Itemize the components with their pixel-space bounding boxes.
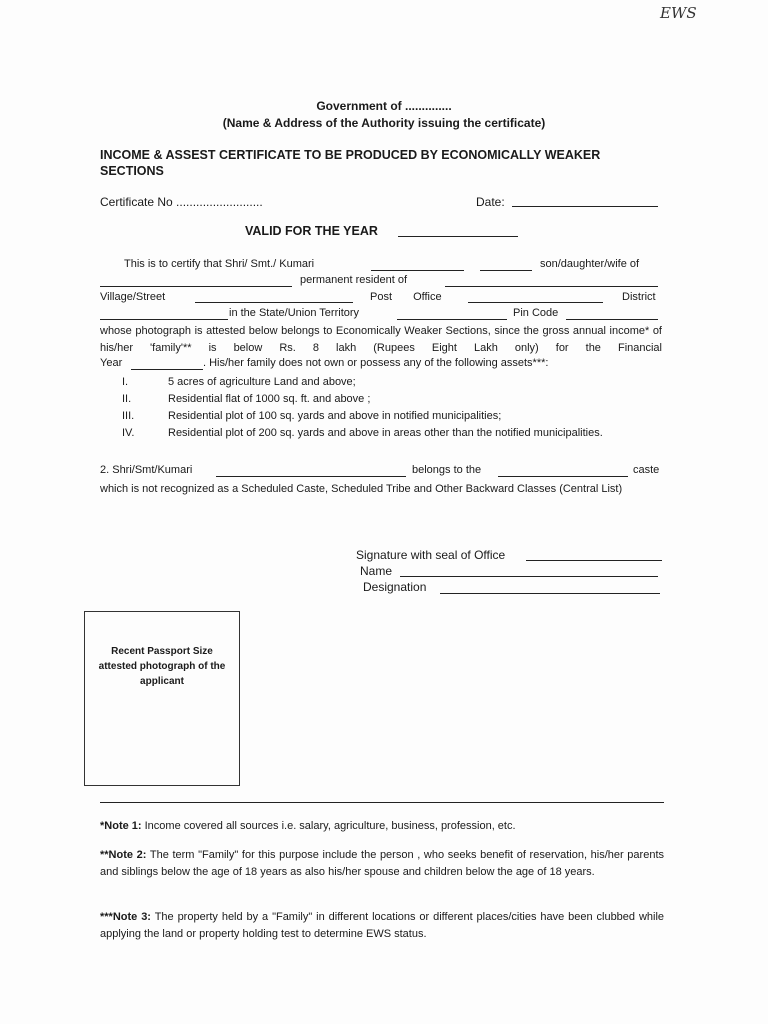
- asset-item: [104, 425, 662, 442]
- district-line: [100, 319, 228, 320]
- asset-num: I.: [122, 376, 129, 388]
- photo-box-label: Recent Passport Size attested photograph of the applicant: [98, 646, 226, 687]
- relation-text: son/daughter/wife of: [540, 258, 640, 270]
- valid-year-line: [398, 236, 518, 237]
- caste-label: caste: [633, 464, 660, 476]
- year-label: Year: [100, 357, 123, 369]
- financial-year-line: [131, 369, 203, 370]
- para2-belongs-label: belongs to the: [412, 464, 482, 476]
- permanent-resident-text: permanent resident of: [300, 274, 408, 286]
- valid-year-label: VALID FOR THE YEAR: [245, 224, 378, 238]
- eligibility-text: whose photograph is attested below belongs to Economically Weaker Sections, since the gross annual income* of his/her 'family'** is below Rs. 8 lakh (Rupees Eight Lakh only) for the Financial: [100, 325, 662, 354]
- corner-mark: EWS: [660, 4, 697, 22]
- date-label: Date:: [476, 195, 505, 209]
- name-line-2: [480, 270, 532, 271]
- village-label: Village/Street: [100, 291, 166, 303]
- note-1: [100, 818, 664, 835]
- certificate-title: INCOME & ASSEST CERTIFICATE TO BE PRODUCED BY ECONOMICALLY WEAKER SECTIONS: [100, 148, 601, 178]
- assets-intro-text: . His/her family does not own or possess any of the following assets***:: [203, 357, 549, 369]
- note-2-text: The term "Family" for this purpose include the person , who seeks benefit of reservation, his/her parents and siblings below the age of 18 years as also his/her spouse and children below the age of 18 years.: [100, 849, 664, 878]
- asset-text: Residential plot of 100 sq. yards and above in notified municipalities;: [168, 410, 502, 422]
- designation-label: Designation: [363, 580, 427, 594]
- date-line: [512, 206, 658, 207]
- para2-name-line: [216, 476, 406, 477]
- post-office-line: [468, 302, 603, 303]
- note-3-label: ***Note 3:: [100, 911, 151, 923]
- asset-item: [104, 391, 662, 408]
- signature-line: [526, 560, 662, 561]
- assets-list: [104, 374, 662, 442]
- resident-line: [445, 286, 658, 287]
- photo-box: [84, 611, 240, 786]
- asset-num: IV.: [122, 427, 135, 439]
- para2-name-label: 2. Shri/Smt/Kumari: [100, 464, 193, 476]
- note-3: [100, 909, 664, 943]
- state-label: in the State/Union Territory: [229, 307, 360, 319]
- designation-line: [440, 593, 660, 594]
- certificate-no-label: Certificate No ..........................: [100, 195, 263, 209]
- note-3-text: The property held by a "Family" in different locations or different places/cities have been clubbed while applying the land or property holding test to determine EWS status.: [100, 911, 665, 940]
- note-2-label: **Note 2:: [100, 849, 147, 861]
- note-2: [100, 847, 664, 881]
- asset-num: III.: [122, 410, 135, 422]
- government-header: Government of ..............: [316, 99, 452, 113]
- asset-text: Residential plot of 200 sq. yards and above in areas other than the notified municipalities.: [168, 427, 603, 439]
- parent-name-line: [100, 286, 292, 287]
- notes-divider: [100, 802, 664, 803]
- asset-item: [104, 408, 662, 425]
- asset-text: 5 acres of agriculture Land and above;: [168, 376, 356, 388]
- note-1-label: *Note 1:: [100, 820, 142, 832]
- signature-name-line: [400, 576, 658, 577]
- caste-line: [498, 476, 628, 477]
- signature-name-label: Name: [360, 564, 393, 578]
- pin-code-line: [566, 319, 658, 320]
- district-label: District: [622, 291, 656, 303]
- post-office-label: Post Office: [370, 291, 442, 303]
- village-line: [195, 302, 353, 303]
- asset-num: II.: [122, 393, 132, 405]
- note-1-text: Income covered all sources i.e. salary, agriculture, business, profession, etc.: [144, 820, 516, 832]
- name-line: [371, 270, 464, 271]
- asset-text: Residential flat of 1000 sq. ft. and above ;: [168, 393, 371, 405]
- certify-text: This is to certify that Shri/ Smt./ Kumari: [124, 258, 315, 270]
- signature-seal-label: Signature with seal of Office: [356, 548, 506, 562]
- state-line: [397, 319, 507, 320]
- para2-text: which is not recognized as a Scheduled Caste, Scheduled Tribe and Other Backward Classes (Central List): [100, 483, 623, 495]
- pin-code-label: Pin Code: [513, 307, 559, 319]
- authority-header: (Name & Address of the Authority issuing the certificate): [222, 116, 546, 130]
- asset-item: [104, 374, 662, 391]
